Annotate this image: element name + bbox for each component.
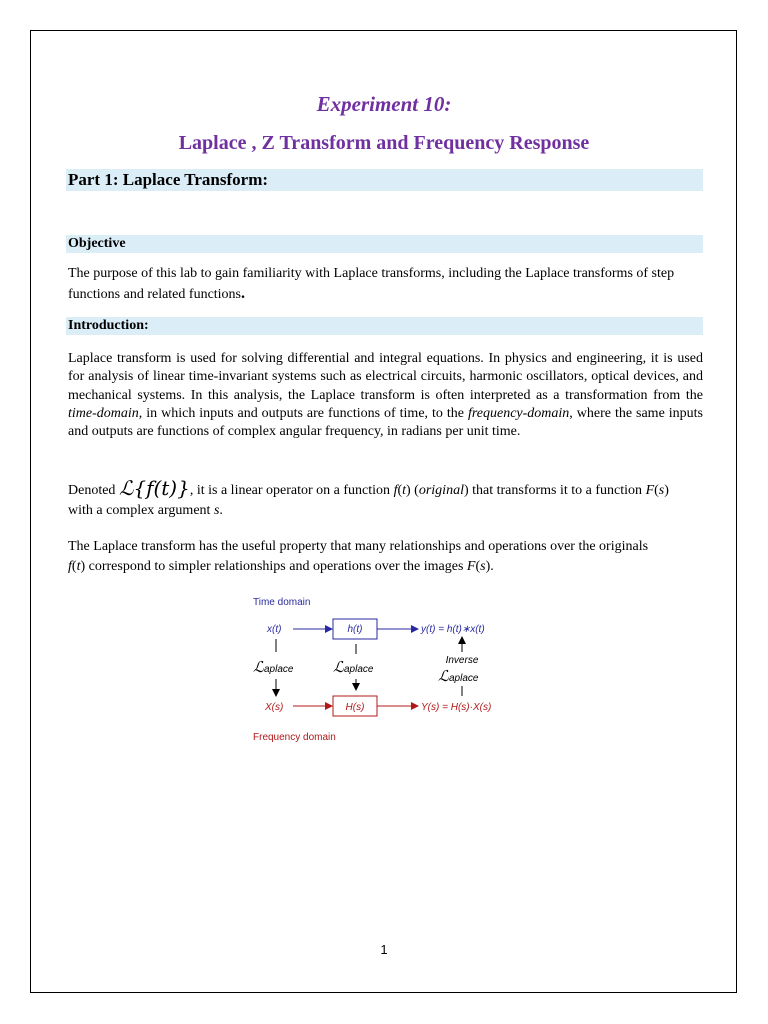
introduction-heading: Introduction: — [66, 317, 703, 335]
inverse-label: Inverse — [445, 655, 479, 666]
time-domain-label: Time domain — [253, 597, 311, 608]
laplace-symbol: ℒ{f(t)} — [118, 476, 190, 500]
y-t-label: y(t) = h(t)∗x(t) — [421, 624, 485, 635]
denoted-t: t — [402, 483, 407, 498]
laplace-script-l-2: ℒ — [333, 658, 344, 676]
intro-text-3: , where the same inputs and outputs are functions of complex angular frequency, in radians per unit time. — [68, 405, 703, 440]
page-number: 1 — [380, 942, 388, 957]
introduction-paragraph — [68, 350, 703, 441]
denoted-text-3: that transforms it to a function — [468, 483, 646, 498]
property-s: s — [480, 559, 486, 574]
intro-text-1: Laplace transform is used for solving differential and integral equations. In physics and engineering, it is used for analysis of linear time-invariant systems such as electrical circuits, harmonic oscillators, optical devices, and mechanical systems. In this analysis, the Laplace transform is often interpreted as a transformation from the — [68, 351, 703, 403]
objective-text: The purpose of this lab to gain familiarity with Laplace transforms, including the Laplace transforms of step functions and related functions — [68, 266, 675, 302]
objective-paragraph: The purpose of this lab to gain familiarity with Laplace transforms, including the Laplace transforms of step functions and related functions. — [68, 266, 675, 302]
property-F: F — [466, 559, 476, 574]
denoted-paragraph: Denoted ℒ{f(t)}, it is a linear operator on a function f(t) (original) that transforms it to a function F(s) with a complex argument s. — [68, 476, 669, 518]
laplace-label-3: aplace — [449, 673, 479, 684]
denoted-f: f — [393, 483, 398, 498]
laplace-label-2: aplace — [344, 664, 374, 675]
laplace-block-diagram — [245, 592, 535, 752]
h-s-label: H(s) — [345, 702, 365, 713]
frequency-domain-label: Frequency domain — [253, 732, 336, 743]
laplace-label-1: aplace — [264, 664, 294, 675]
document-subtitle: Laplace , Z Transform and Frequency Response — [178, 132, 590, 154]
property-paragraph: The Laplace transform has the useful property that many relationships and operations over the originals f(t) correspond to simpler relationships and operations over the images F(s). — [68, 539, 649, 574]
laplace-script-l-1: ℒ — [253, 658, 264, 676]
laplace-script-l-3: ℒ — [438, 667, 449, 685]
denoted-text-1: Denoted — [68, 483, 119, 498]
denoted-F: F — [645, 483, 655, 498]
property-t: t — [76, 559, 81, 574]
experiment-title: Experiment 10: — [316, 92, 452, 116]
x-t-label: x(t) — [267, 624, 282, 635]
property-f: f — [68, 559, 72, 574]
denoted-s: s — [658, 483, 665, 498]
intro-frequency-domain: frequency-domain — [467, 405, 570, 421]
denoted-text-4: with a complex argument — [68, 503, 214, 518]
property-text-2: correspond to simpler relationships and operations over the images — [85, 559, 467, 574]
x-s-label: X(s) — [265, 702, 284, 713]
h-t-label: h(t) — [347, 624, 363, 635]
intro-text-2: , in which inputs and outputs are functions of time, to the — [138, 405, 468, 421]
part-heading: Part 1: Laplace Transform: — [66, 169, 703, 191]
intro-time-domain: time-domain — [68, 405, 139, 421]
property-text-1: The Laplace transform has the useful property that many relationships and operations over the originals — [68, 539, 649, 554]
y-s-label: Y(s) = H(s)·X(s) — [421, 702, 492, 713]
objective-heading: Objective — [66, 235, 703, 253]
denoted-s-2: s — [213, 503, 220, 518]
denoted-text-2: , it is a linear operator on a function — [189, 483, 394, 498]
denoted-original: original — [418, 483, 464, 498]
